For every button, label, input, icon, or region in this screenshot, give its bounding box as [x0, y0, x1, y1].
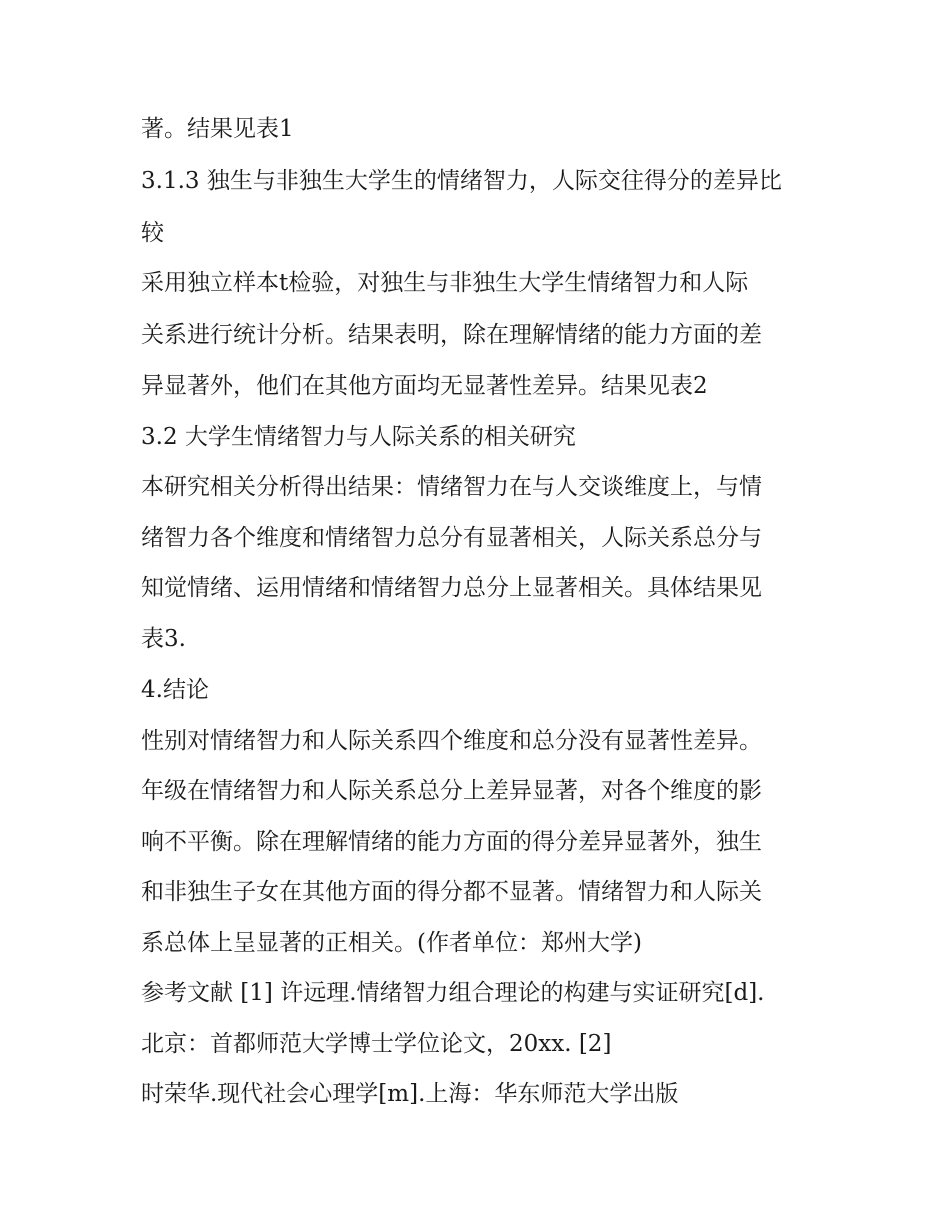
paragraph-line: 和非独生子女在其他方面的得分都不显著。情绪智力和人际关: [141, 879, 762, 905]
references-line: 参考文献 [1] 许远理.情绪智力组合理论的构建与实证研究[d].: [141, 980, 765, 1006]
paragraph-line: 性别对情绪智力和人际关系四个维度和总分没有显著性差异。: [141, 728, 762, 754]
references-line: 北京：首都师范大学博士学位论文，20xx. [2]: [141, 1031, 612, 1057]
paragraph-line: 关系进行统计分析。结果表明，除在理解情绪的能力方面的差: [141, 322, 762, 348]
section-heading-3-2: 3.2 大学生情绪智力与人际关系的相关研究: [141, 424, 576, 450]
paragraph-line: 表3.: [141, 626, 186, 652]
text-line-result-table-1: 著。结果见表1: [141, 116, 294, 142]
section-heading-3-1-3: 3.1.3 独生与非独生大学生的情绪智力，人际交往得分的差异比: [141, 168, 782, 194]
paragraph-line: 异显著外，他们在其他方面均无显著性差异。结果见表2: [141, 373, 708, 399]
paragraph-line: 知觉情绪、运用情绪和情绪智力总分上显著相关。具体结果见: [141, 575, 762, 601]
paragraph-line: 年级在情绪智力和人际关系总分上差异显著，对各个维度的影: [141, 778, 762, 804]
paragraph-line: 绪智力各个维度和情绪智力总分有显著相关，人际关系总分与: [141, 525, 762, 551]
paragraph-line: 系总体上呈显著的正相关。(作者单位：郑州大学): [141, 930, 642, 956]
paragraph-line: 采用独立样本t检验，对独生与非独生大学生情绪智力和人际: [141, 270, 749, 296]
references-line: 时荣华.现代社会心理学[m].上海：华东师范大学出版: [141, 1081, 679, 1107]
paragraph-line: 本研究相关分析得出结果：情绪智力在与人交谈维度上，与情: [141, 474, 762, 500]
paragraph-line: 响不平衡。除在理解情绪的能力方面的得分差异显著外，独生: [141, 829, 762, 855]
section-heading-3-1-3-continued: 较: [141, 220, 164, 246]
section-heading-conclusion: 4.结论: [141, 677, 209, 703]
